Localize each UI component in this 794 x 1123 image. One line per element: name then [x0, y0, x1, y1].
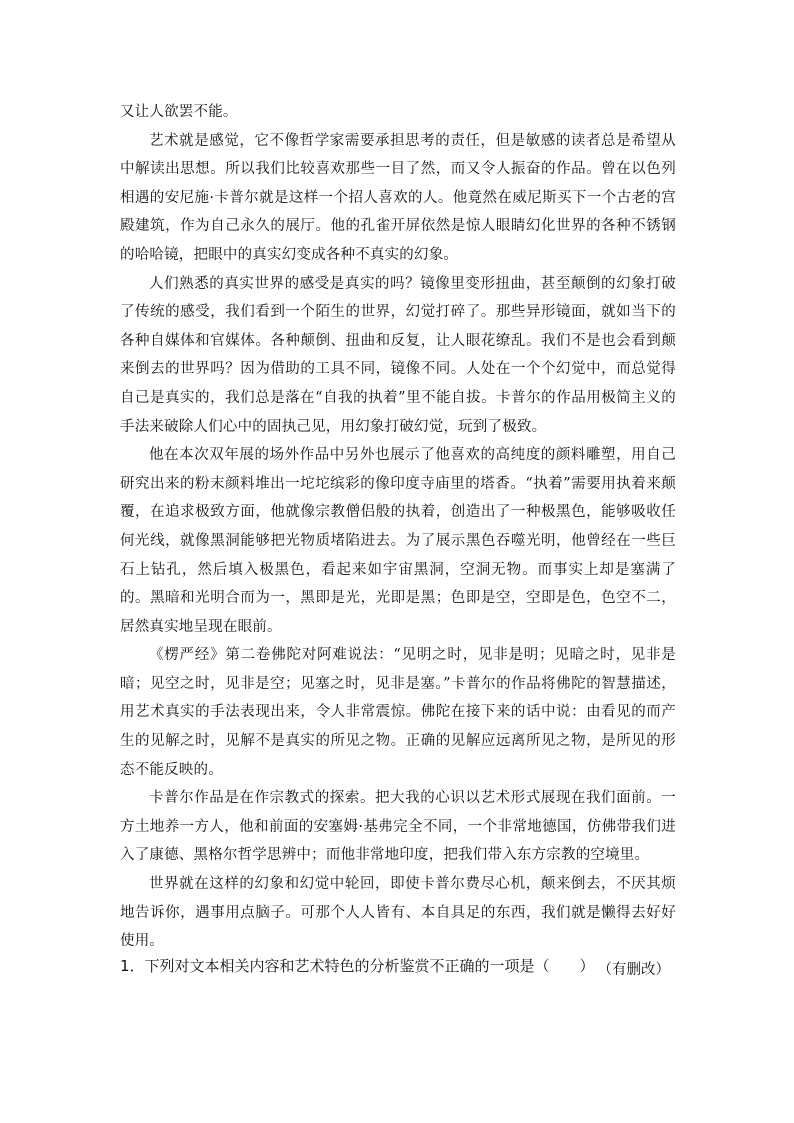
- article-paragraph: 人们熟悉的真实世界的感受是真实的吗？镜像里变形扭曲，甚至颠倒的幻象打破了传统的感受，我们看到一个陌生的世界，幻觉打碎了。那些异形镜面，就如当下的各种自媒体和官媒体。各种颠倒、扭曲和反复，让人眼花缭乱。我们不是也会看到颠来倒去的世界吗？因为借助的工具不同，镜像不同。人处在一个个幻觉中，而总觉得自己是真实的，我们总是落在“自我的执着”里不能自拔。卡普尔的作品用极简主义的手法来破除人们心中的固执己见，用幻象打破幻觉，玩到了极致。: [120, 275, 676, 435]
- article-paragraph: 《楞严经》第二卷佛陀对阿难说法：“见明之时，见非是明；见暗之时，见非是暗；见空之时，见非是空；见塞之时，见非是塞。”卡普尔的作品将佛陀的智慧描述，用艺术真实的手法表现出来，令人非常震惊。佛陀在接下来的话中说：由看见的而产生的见解之时，见解不是真实的所见之物。正确的见解应远离所见之物，是所见的形态不能反映的。: [120, 647, 676, 778]
- article-paragraph: 他在本次双年展的场外作品中另外也展示了他喜欢的高纯度的颜料雕塑，用自己研究出来的粉末颜料堆出一坨坨缤彩的像印度寺庙里的塔香。“执着”需要用执着来颠覆，在追求极致方面，他就像宗教僧侣般的执着，创造出了一种极黑色，能够吸收任何光线，就像黑洞能够把光物质堵陷进去。为了展示黑色吞噬光明，他曾经在一些巨石上钻孔，然后填入极黑色，看起来如宇宙黑洞，空洞无物。而事实上却是塞满了的。黑暗和光明合而为一，黑即是光，光即是黑；色即是空，空即是色，色空不二，居然真实地呈现在眼前。: [120, 447, 676, 635]
- source-note: （有删改）: [597, 961, 670, 978]
- question-stem: 1．下列对文本相关内容和艺术特色的分析鉴赏不正确的一项是（ ）: [120, 957, 595, 975]
- article-paragraph-continued: 又让人欲罢不能。: [120, 104, 238, 120]
- article-paragraph: 艺术就是感觉，它不像哲学家需要承担思考的责任，但是敏感的读者总是希望从中解读出思想。所以我们比较喜欢那些一目了然，而又令人振奋的作品。曾在以色列相遇的安尼施·卡普尔就是这样一个招人喜欢的人。他竟然在威尼斯买下一个古老的宫殿建筑，作为自己永久的展厅。他的孔雀开屏依然是惊人眼睛幻化世界的各种不锈钢的哈哈镜，把眼中的真实幻变成各种不真实的幻象。: [120, 132, 676, 263]
- article-paragraph: 世界就在这样的幻象和幻觉中轮回，即使卡普尔费尽心机，颠来倒去，不厌其烦地告诉你，遇事用点脑子。可那个人人皆有、本自具足的东西，我们就是懒得去好好使用。: [120, 876, 676, 950]
- article-paragraph: 卡普尔作品是在作宗教式的探索。把大我的心识以艺术形式展现在我们面前。一方土地养一方人，他和前面的安塞姆·基弗完全不同，一个非常地德国，仿佛带我们进入了康德、黑格尔哲学思辨中；而他非常地印度，把我们带入东方宗教的空境里。: [120, 790, 676, 864]
- article-body: [120, 98, 676, 984]
